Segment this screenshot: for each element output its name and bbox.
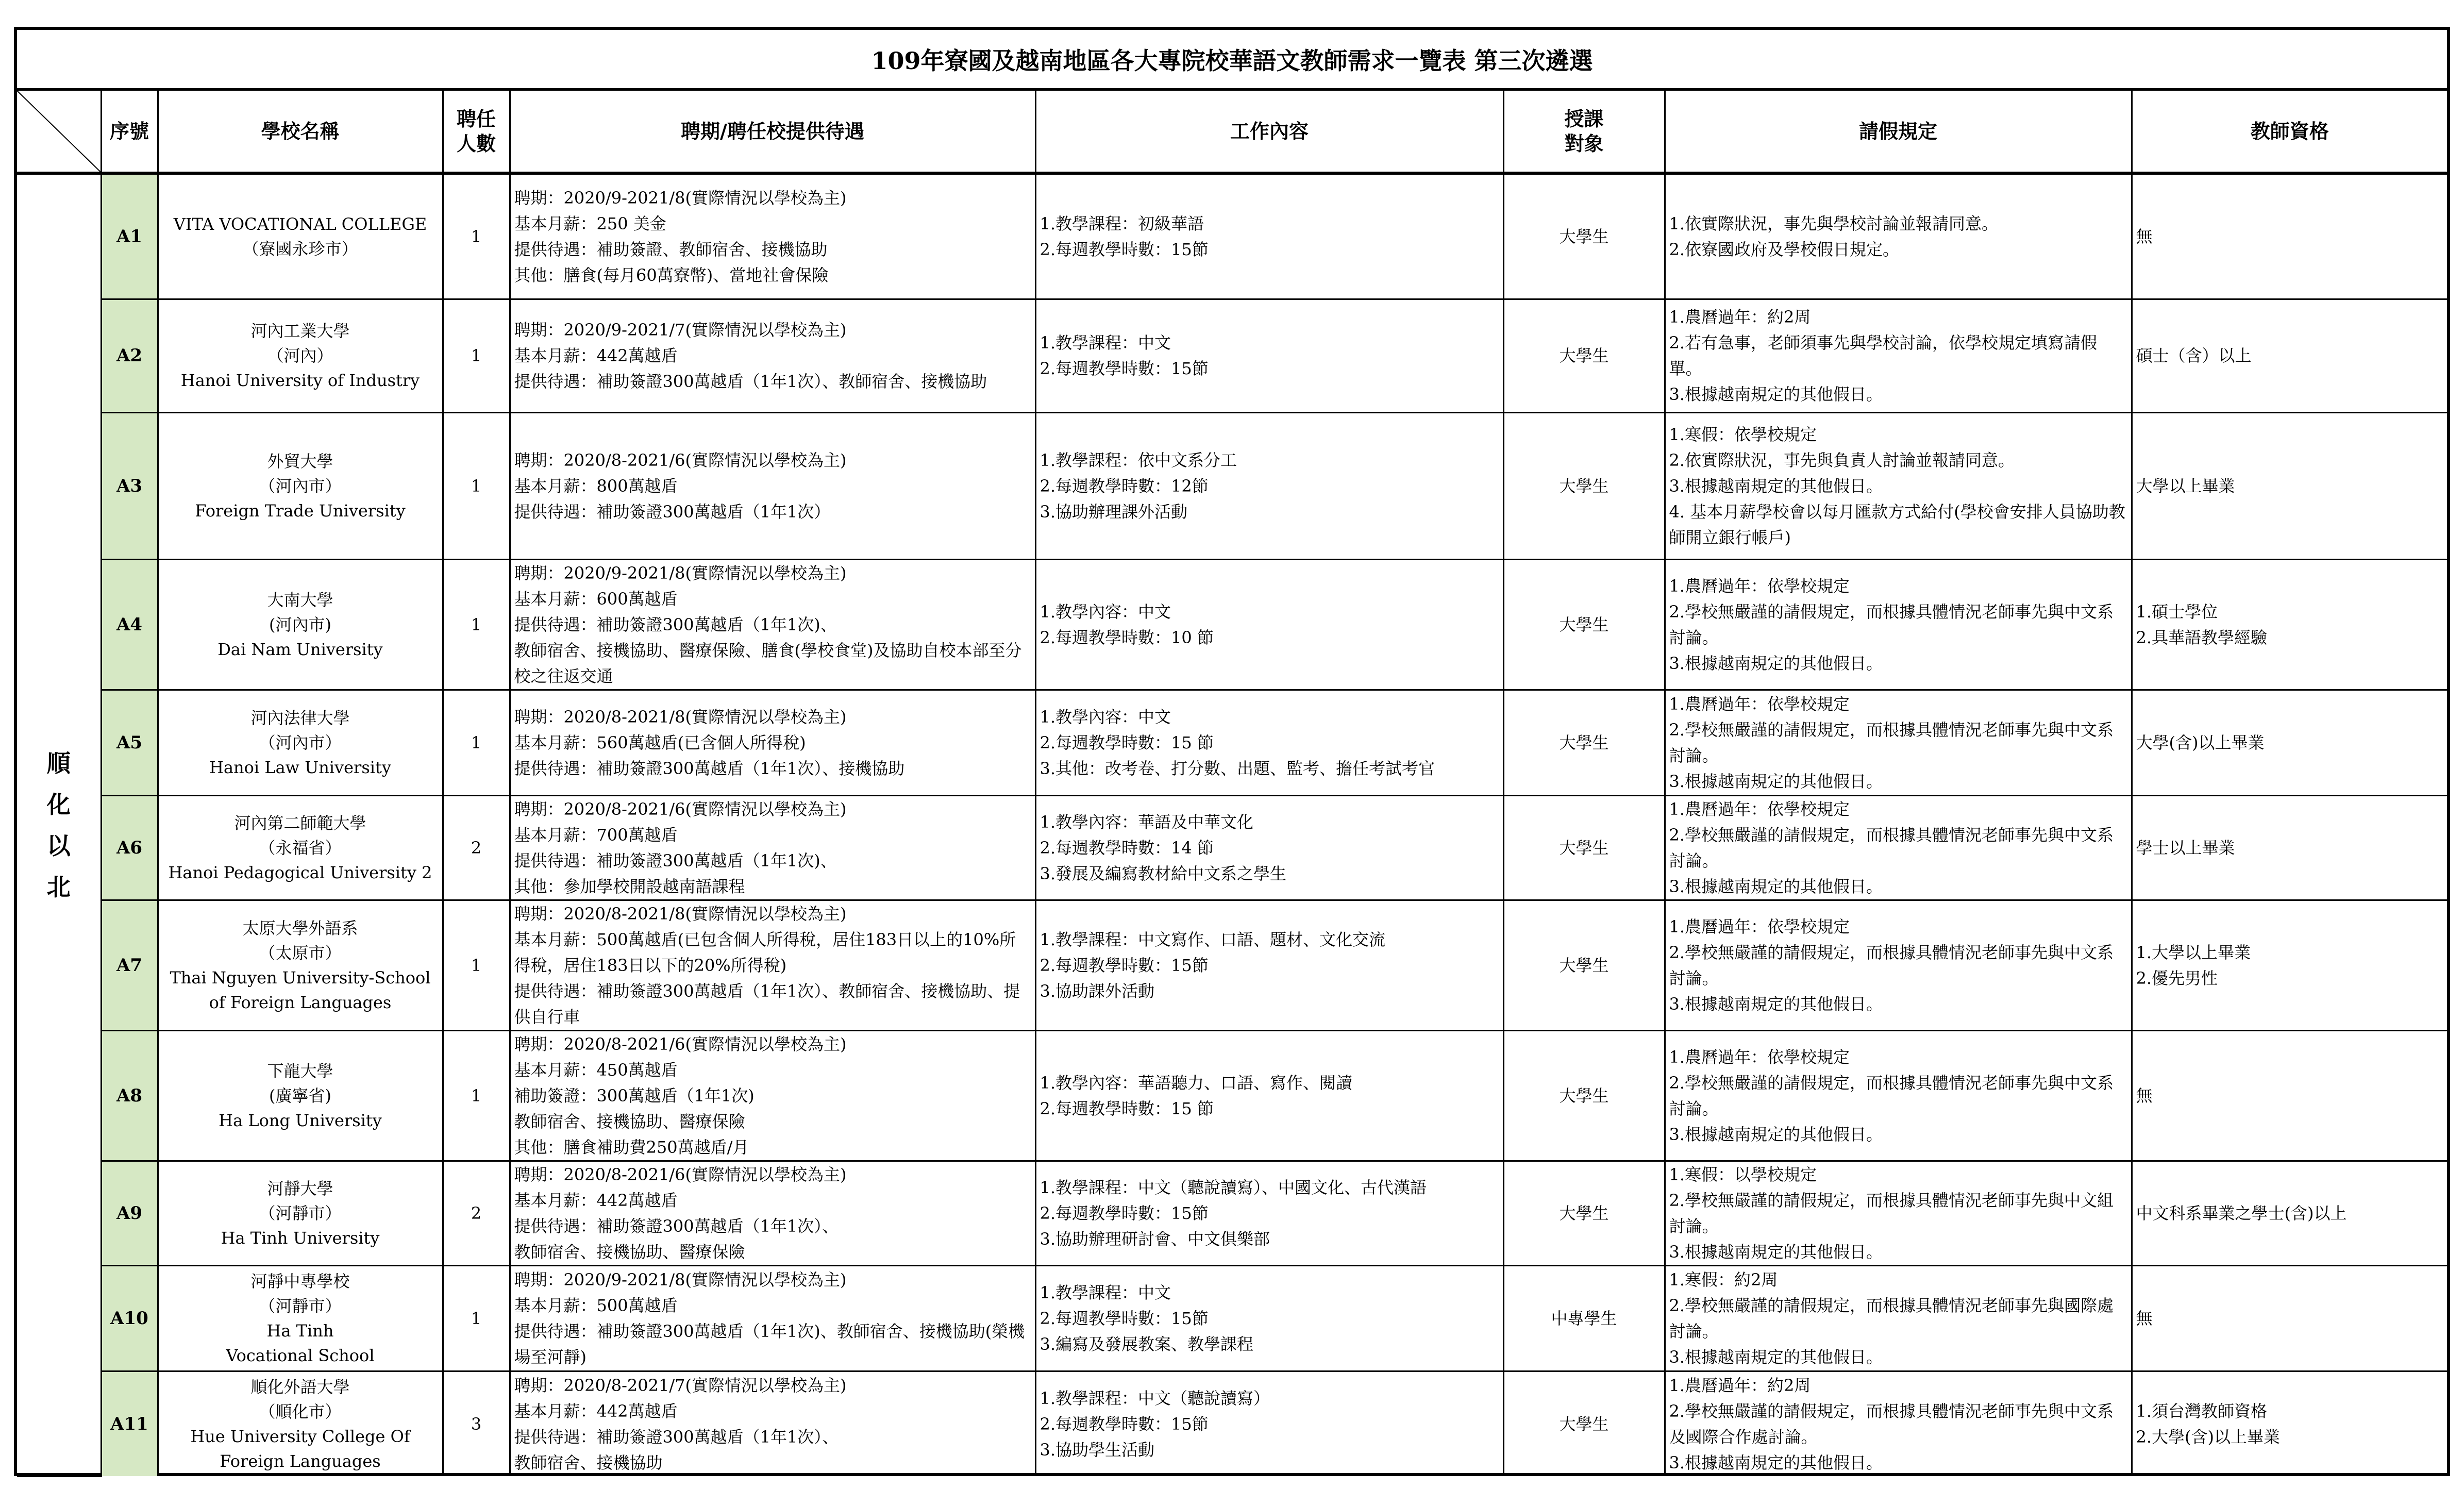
school-name: VITA VOCATIONAL COLLEGE （寮國永珍市） (158, 173, 443, 299)
school-name: 河內法律大學 （河內市） Hanoi Law University (158, 690, 443, 795)
terms-cell: 聘期：2020/8-2021/6(實際情況以學校為主) 基本月薪：442萬越盾 提供待遇：補助簽證300萬越盾（1年1次）、 教師宿舍、接機協助、醫療保險 (510, 1161, 1035, 1265)
leave-cell: 1.寒假：依學校規定 2.依實際狀況，事先與負責人討論並報請同意。 3.根據越南規定的其他假日。 4. 基本月薪學校會以每月匯款方式給付(學校會安排人員協助教師開立銀行帳戶) (1665, 412, 2132, 559)
leave-cell: 1.農曆過年：依學校規定 2.學校無嚴謹的請假規定，而根據具體情況老師事先與中文系討論。 3.根據越南規定的其他假日。 (1665, 559, 2132, 690)
header-no: 序號 (101, 91, 158, 173)
school-name: 河靜大學 （河靜市） Ha Tinh University (158, 1161, 443, 1265)
hire-count: 2 (443, 795, 510, 900)
qualification-cell: 學士以上畢業 (2132, 795, 2447, 900)
table-row (17, 412, 2447, 559)
terms-cell: 聘期：2020/9-2021/8(實際情況以學校為主) 基本月薪：500萬越盾 提供待遇：補助簽證300萬越盾（1年1次)、教師宿舍、接機協助(榮機場至河靜) (510, 1265, 1035, 1371)
table-row (17, 1265, 2447, 1371)
target-cell: 大學生 (1503, 412, 1665, 559)
terms-cell: 聘期：2020/8-2021/6(實際情況以學校為主) 基本月薪：450萬越盾 補助簽證：300萬越盾（1年1次) 教師宿舍、接機協助、醫療保險 其他：膳食補助費250萬越盾/月 (510, 1030, 1035, 1161)
leave-cell: 1.寒假：以學校規定 2.學校無嚴謹的請假規定，而根據具體情況老師事先與中文組討論。 3.根據越南規定的其他假日。 (1665, 1161, 2132, 1265)
leave-cell: 1.農曆過年：約2周 2.學校無嚴謹的請假規定，而根據具體情況老師事先與中文系及國際合作處討論。 3.根據越南規定的其他假日。 (1665, 1371, 2132, 1476)
qualification-cell: 1.大學以上畢業 2.優先男性 (2132, 900, 2447, 1030)
table-row (17, 690, 2447, 795)
terms-cell: 聘期：2020/8-2021/7(實際情況以學校為主) 基本月薪：442萬越盾 提供待遇：補助簽證300萬越盾（1年1次）、 教師宿舍、接機協助 (510, 1371, 1035, 1476)
row-code: A7 (101, 900, 158, 1030)
target-cell: 大學生 (1503, 559, 1665, 690)
table-row (17, 299, 2447, 412)
row-code: A8 (101, 1030, 158, 1161)
qualification-cell: 1.碩士學位 2.具華語教學經驗 (2132, 559, 2447, 690)
row-code: A2 (101, 299, 158, 412)
row-code: A9 (101, 1161, 158, 1265)
work-cell: 1.教學內容：華語及中華文化 2.每週教學時數：14 節 3.發展及編寫教材給中文系之學生 (1035, 795, 1503, 900)
school-name: 河內工業大學 （河內） Hanoi University of Industry (158, 299, 443, 412)
work-cell: 1.教學內容：華語聽力、口語、寫作、閱讀 2.每週教學時數：15 節 (1035, 1030, 1503, 1161)
school-name: 太原大學外語系 （太原市） Thai Nguyen University-School of Foreign Languages (158, 900, 443, 1030)
leave-cell: 1.農曆過年：約2周 2.若有急事，老師須事先與學校討論，依學校規定填寫請假單。 3.根據越南規定的其他假日。 (1665, 299, 2132, 412)
target-cell: 大學生 (1503, 1371, 1665, 1476)
header-terms: 聘期/聘任校提供待遇 (510, 91, 1035, 173)
terms-cell: 聘期：2020/8-2021/8(實際情況以學校為主) 基本月薪：560萬越盾(已含個人所得稅) 提供待遇：補助簽證300萬越盾（1年1次）、接機協助 (510, 690, 1035, 795)
terms-cell: 聘期：2020/9-2021/8(實際情況以學校為主) 基本月薪：600萬越盾 提供待遇：補助簽證300萬越盾（1年1次)、 教師宿舍、接機協助、醫療保險、膳食(學校食堂)及協助自校本部至分校之往返交通 (510, 559, 1035, 690)
row-code: A6 (101, 795, 158, 900)
diagonal-line (17, 91, 100, 172)
work-cell: 1.教學內容：中文 2.每週教學時數：10 節 (1035, 559, 1503, 690)
qualification-cell: 碩士（含）以上 (2132, 299, 2447, 412)
terms-cell: 聘期：2020/9-2021/7(實際情況以學校為主) 基本月薪：442萬越盾 提供待遇：補助簽證300萬越盾（1年1次）、教師宿舍、接機協助 (510, 299, 1035, 412)
hire-count: 1 (443, 559, 510, 690)
target-cell: 大學生 (1503, 173, 1665, 299)
terms-cell: 聘期：2020/9-2021/8(實際情況以學校為主) 基本月薪：250 美金 提供待遇：補助簽證、教師宿舍、接機協助 其他：膳食(每月60萬寮幣)、當地社會保險 (510, 173, 1035, 299)
target-cell: 中專學生 (1503, 1265, 1665, 1371)
hire-count: 1 (443, 299, 510, 412)
qualification-cell: 無 (2132, 1030, 2447, 1161)
table-row (17, 1161, 2447, 1265)
work-cell: 1.教學課程：中文 2.每週教學時數：15節 (1035, 299, 1503, 412)
qualification-cell: 無 (2132, 173, 2447, 299)
target-cell: 大學生 (1503, 299, 1665, 412)
leave-cell: 1.寒假：約2周 2.學校無嚴謹的請假規定，而根據具體情況老師事先與國際處討論。 3.根據越南規定的其他假日。 (1665, 1265, 2132, 1371)
region-label: 順 化 以 北 (17, 173, 101, 1476)
school-name: 順化外語大學 （順化市） Hue University College Of Foreign Languages (158, 1371, 443, 1476)
work-cell: 1.教學課程：中文寫作、口語、題材、文化交流 2.每週教學時數：15節 3.協助課外活動 (1035, 900, 1503, 1030)
work-cell: 1.教學課程：中文（聽說讀寫） 2.每週教學時數：15節 3.協助學生活動 (1035, 1371, 1503, 1476)
school-name: 大南大學 (河內市) Dai Nam University (158, 559, 443, 690)
header-count: 聘任 人數 (443, 91, 510, 173)
header-work: 工作內容 (1035, 91, 1503, 173)
terms-cell: 聘期：2020/8-2021/6(實際情況以學校為主) 基本月薪：800萬越盾 提供待遇：補助簽證300萬越盾（1年1次） (510, 412, 1035, 559)
qualification-cell: 大學(含)以上畢業 (2132, 690, 2447, 795)
table-row (17, 1371, 2447, 1476)
work-cell: 1.教學內容：中文 2.每週教學時數：15 節 3.其他：改考卷、打分數、出題、監考、擔任考試考官 (1035, 690, 1503, 795)
row-code: A3 (101, 412, 158, 559)
row-code: A4 (101, 559, 158, 690)
requirements-sheet (14, 27, 2450, 1476)
table-row (17, 173, 2447, 299)
hire-count: 2 (443, 1161, 510, 1265)
header-school: 學校名稱 (158, 91, 443, 173)
leave-cell: 1.農曆過年：依學校規定 2.學校無嚴謹的請假規定，而根據具體情況老師事先與中文系討論。 3.根據越南規定的其他假日。 (1665, 690, 2132, 795)
target-cell: 大學生 (1503, 1161, 1665, 1265)
target-cell: 大學生 (1503, 690, 1665, 795)
terms-cell: 聘期：2020/8-2021/6(實際情況以學校為主) 基本月薪：700萬越盾 提供待遇：補助簽證300萬越盾（1年1次)、 其他：參加學校開設越南語課程 (510, 795, 1035, 900)
hire-count: 3 (443, 1371, 510, 1476)
row-code: A5 (101, 690, 158, 795)
work-cell: 1.教學課程：初級華語 2.每週教學時數：15節 (1035, 173, 1503, 299)
table-row (17, 795, 2447, 900)
leave-cell: 1.依實際狀況，事先與學校討論並報請同意。 2.依寮國政府及學校假日規定。 (1665, 173, 2132, 299)
school-name: 外貿大學 （河內市） Foreign Trade University (158, 412, 443, 559)
hire-count: 1 (443, 1030, 510, 1161)
table-row (17, 900, 2447, 1030)
leave-cell: 1.農曆過年：依學校規定 2.學校無嚴謹的請假規定，而根據具體情況老師事先與中文系討論。 3.根據越南規定的其他假日。 (1665, 1030, 2132, 1161)
row-code: A10 (101, 1265, 158, 1371)
row-code: A1 (101, 173, 158, 299)
qualification-cell: 中文科系畢業之學士(含)以上 (2132, 1161, 2447, 1265)
requirements-table (17, 91, 2447, 1477)
work-cell: 1.教學課程：依中文系分工 2.每週教學時數：12節 3.協助辦理課外活動 (1035, 412, 1503, 559)
leave-cell: 1.農曆過年：依學校規定 2.學校無嚴謹的請假規定，而根據具體情況老師事先與中文系討論。 3.根據越南規定的其他假日。 (1665, 900, 2132, 1030)
hire-count: 1 (443, 1265, 510, 1371)
leave-cell: 1.農曆過年：依學校規定 2.學校無嚴謹的請假規定，而根據具體情況老師事先與中文系討論。 3.根據越南規定的其他假日。 (1665, 795, 2132, 900)
hire-count: 1 (443, 900, 510, 1030)
header-target: 授課 對象 (1503, 91, 1665, 173)
school-name: 河靜中專學校 （河靜市） Ha Tinh Vocational School (158, 1265, 443, 1371)
header-qualification: 教師資格 (2132, 91, 2447, 173)
row-code: A11 (101, 1371, 158, 1476)
work-cell: 1.教學課程：中文（聽說讀寫）、中國文化、古代漢語 2.每週教學時數：15節 3.協助辦理研討會、中文俱樂部 (1035, 1161, 1503, 1265)
qualification-cell: 大學以上畢業 (2132, 412, 2447, 559)
target-cell: 大學生 (1503, 1030, 1665, 1161)
header-row (17, 91, 2447, 173)
diagonal-header-cell (17, 91, 101, 173)
work-cell: 1.教學課程：中文 2.每週教學時數：15節 3.編寫及發展教案、教學課程 (1035, 1265, 1503, 1371)
hire-count: 1 (443, 173, 510, 299)
sheet-title: 109年寮國及越南地區各大專院校華語文教師需求一覽表 第三次遴選 (17, 30, 2447, 91)
table-row (17, 1030, 2447, 1161)
table-row (17, 559, 2447, 690)
school-name: 河內第二師範大學 （永福省） Hanoi Pedagogical University 2 (158, 795, 443, 900)
header-leave: 請假規定 (1665, 91, 2132, 173)
terms-cell: 聘期：2020/8-2021/8(實際情況以學校為主) 基本月薪：500萬越盾(已包含個人所得稅，居住183日以上的10%所得稅，居住183日以下的20%所得稅) 提供待遇：補助簽證300萬越盾（1年1次）、教師宿舍、接機協助、提供自行車 (510, 900, 1035, 1030)
target-cell: 大學生 (1503, 900, 1665, 1030)
qualification-cell: 1.須台灣教師資格 2.大學(含)以上畢業 (2132, 1371, 2447, 1476)
hire-count: 1 (443, 412, 510, 559)
target-cell: 大學生 (1503, 795, 1665, 900)
qualification-cell: 無 (2132, 1265, 2447, 1371)
school-name: 下龍大學 (廣寧省) Ha Long University (158, 1030, 443, 1161)
hire-count: 1 (443, 690, 510, 795)
